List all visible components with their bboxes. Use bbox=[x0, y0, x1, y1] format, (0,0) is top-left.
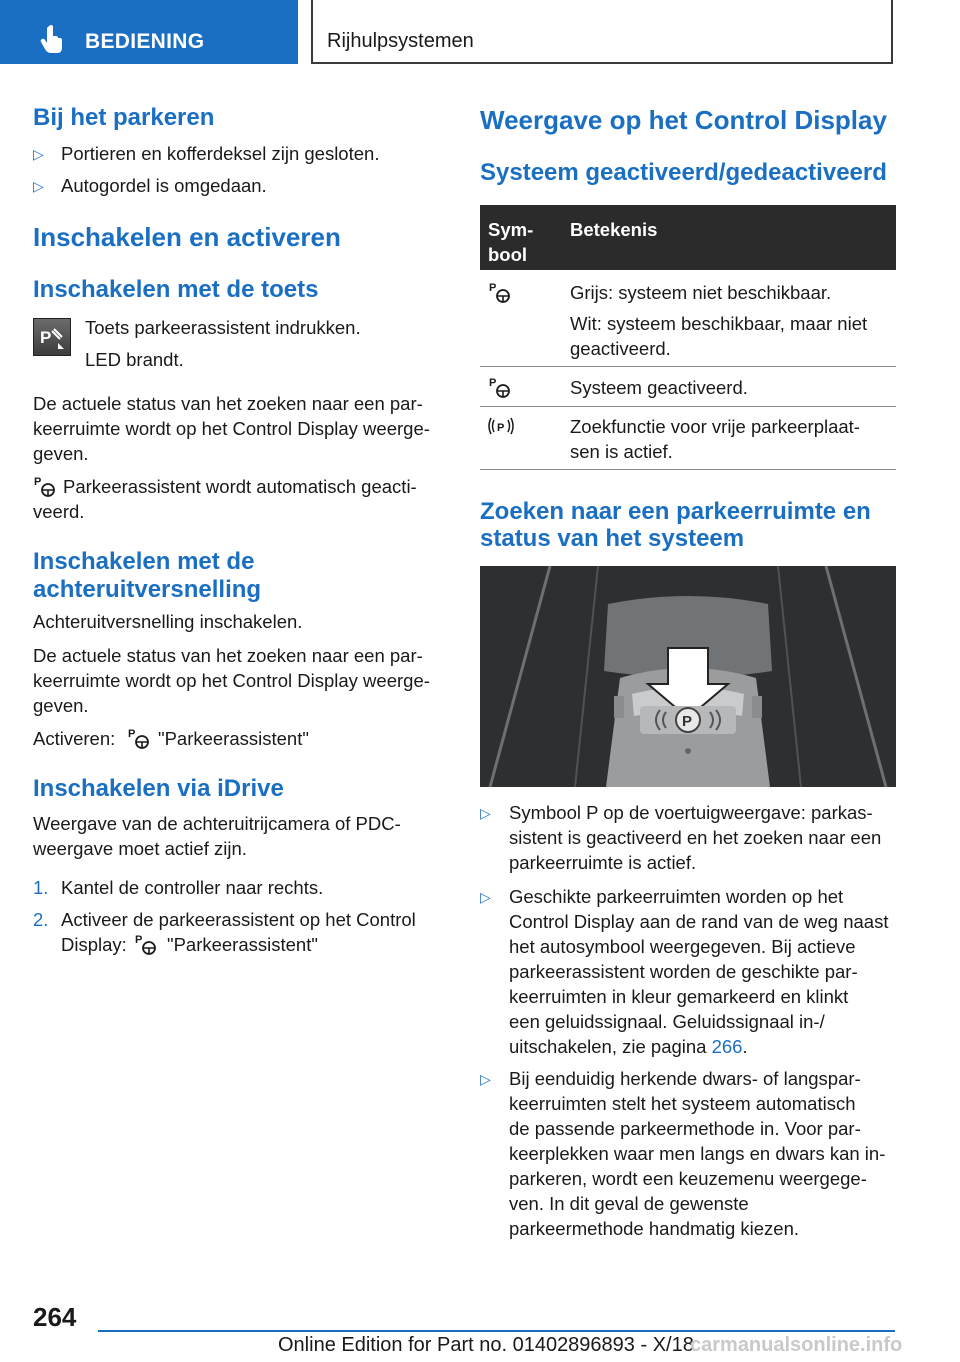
activate-label: Activeren: bbox=[33, 728, 116, 749]
heading-idrive: Inschakelen via iDrive bbox=[33, 775, 284, 802]
step-text: Display: bbox=[61, 934, 127, 955]
text-line: parkeermethode handmatig kiezen. bbox=[509, 1218, 800, 1239]
page-link[interactable]: 266 bbox=[711, 1036, 743, 1057]
heading-search-line1: Zoeken naar een parkeerruimte en bbox=[480, 498, 871, 525]
text-line: Bij eenduidig herkende dwars- of langspar- bbox=[509, 1068, 861, 1089]
heading-display: Weergave op het Control Display bbox=[480, 105, 887, 135]
text-line: Achteruitversnelling inschakelen. bbox=[33, 611, 303, 632]
section-header bbox=[311, 0, 893, 64]
table-header bbox=[480, 205, 896, 270]
text-line: Weergave van de achteruitrijcamera of PDC- bbox=[33, 813, 401, 834]
table-col-meaning: Betekenis bbox=[570, 219, 658, 240]
step-text: Activeer de parkeerassistent op het Control bbox=[61, 909, 416, 930]
text-line: keerruimte wordt op het Control Display weerge- bbox=[33, 670, 430, 691]
svg-text:P: P bbox=[682, 713, 693, 730]
activate-value: "Parkeerassistent" bbox=[158, 728, 309, 749]
svg-text:P: P bbox=[40, 328, 52, 347]
heading-state: Systeem geactiveerd/gedeactiveerd bbox=[480, 159, 887, 186]
heading-parking: Bij het parkeren bbox=[33, 104, 215, 131]
park-search-symbol-icon bbox=[486, 414, 516, 438]
bullet-triangle-icon: ▷ bbox=[33, 178, 44, 194]
park-assist-symbol-icon bbox=[33, 474, 57, 498]
text-line: een geluidssignaal. Geluidssignaal in-/ bbox=[509, 1011, 825, 1032]
text-line: keerruimten stelt het systeem automatisch bbox=[509, 1093, 856, 1114]
text-line: parkeerruimte is actief. bbox=[509, 852, 697, 873]
text-line: ven. In dit geval de gewenste bbox=[509, 1193, 749, 1214]
text-span: uitschakelen, zie pagina bbox=[509, 1036, 707, 1057]
text-span: . bbox=[742, 1036, 748, 1057]
text-line: sistent is geactiveerd en het zoeken naar een bbox=[509, 827, 882, 848]
text-line: Control Display aan de rand van de weg naast bbox=[509, 911, 889, 932]
heading-reverse-line1: Inschakelen met de bbox=[33, 548, 255, 575]
svg-text:P: P bbox=[489, 377, 497, 389]
car-display-graphic bbox=[480, 566, 896, 787]
footer-edition: Online Edition for Part no. 01402896893 - X/18 bbox=[278, 1334, 694, 1356]
svg-text:P: P bbox=[489, 282, 497, 294]
table-cell: geactiveerd. bbox=[570, 338, 671, 359]
text-line: veerd. bbox=[33, 501, 85, 522]
step-text: "Parkeerassistent" bbox=[167, 934, 318, 955]
bullet-triangle-icon: ▷ bbox=[480, 805, 491, 821]
text-line: weergave moet actief zijn. bbox=[33, 838, 247, 859]
table-cell: sen is actief. bbox=[570, 441, 673, 462]
text-line: geven. bbox=[33, 695, 89, 716]
park-assist-symbol-icon bbox=[488, 375, 512, 399]
park-assist-button-glyph bbox=[34, 319, 70, 355]
bullet-triangle-icon: ▷ bbox=[480, 889, 491, 905]
text-line: parkeerassistent worden de geschikte par- bbox=[509, 961, 858, 982]
text-line: Parkeerassistent wordt automatisch geacti- bbox=[63, 476, 417, 497]
heading-search-line2: status van het systeem bbox=[480, 525, 745, 552]
text-line: Geschikte parkeerruimten worden op het bbox=[509, 886, 844, 907]
text-line: LED brandt. bbox=[85, 349, 184, 370]
park-assist-symbol-icon bbox=[134, 932, 158, 956]
text-line: keerruimten in kleur gemarkeerd en klinkt bbox=[509, 986, 849, 1007]
park-assist-button-icon bbox=[33, 318, 71, 356]
text-line: Symbool P op de voertuigweergave: parkas- bbox=[509, 802, 873, 823]
heading-button: Inschakelen met de toets bbox=[33, 276, 319, 303]
table-col-symbol-l1: Sym- bbox=[488, 219, 534, 240]
svg-text:P: P bbox=[34, 476, 42, 488]
table-cell: Grijs: systeem niet beschikbaar. bbox=[570, 282, 832, 303]
page-number: 264 bbox=[33, 1302, 77, 1332]
watermark-text: carmanualsonline.info bbox=[690, 1334, 903, 1356]
list-item: Autogordel is omgedaan. bbox=[61, 175, 267, 196]
bullet-triangle-icon: ▷ bbox=[33, 146, 44, 162]
table-cell: Zoekfunctie voor vrije parkeerplaat- bbox=[570, 416, 860, 437]
list-item bbox=[509, 884, 889, 1059]
text-line: geven. bbox=[33, 443, 89, 464]
table-row-divider bbox=[480, 406, 896, 407]
text-line: Toets parkeerassistent indrukken. bbox=[85, 317, 361, 338]
chapter-tab[interactable] bbox=[0, 0, 298, 64]
list-item bbox=[509, 1066, 885, 1241]
table-row-divider bbox=[480, 469, 896, 470]
table-cell: Systeem geactiveerd. bbox=[570, 377, 748, 398]
text-line: het autosymbool weergegeven. Bij actieve bbox=[509, 936, 856, 957]
step-number: 1. bbox=[33, 877, 49, 898]
list-item bbox=[509, 800, 881, 875]
heading-search bbox=[480, 498, 871, 552]
table-row-divider bbox=[480, 366, 896, 367]
text-line: de passende parkeermethode in. Voor par- bbox=[509, 1118, 861, 1139]
table-cell: Wit: systeem beschikbaar, maar niet bbox=[570, 313, 868, 334]
text-line: De actuele status van het zoeken naar een par- bbox=[33, 645, 423, 666]
svg-text:P: P bbox=[497, 422, 505, 434]
chapter-label: BEDIENING bbox=[85, 30, 205, 53]
section-label: Rijhulpsystemen bbox=[327, 30, 474, 52]
text-line: keerruimte wordt op het Control Display weerge- bbox=[33, 418, 430, 439]
text-line: keerplekken waar men langs en dwars kan in- bbox=[509, 1143, 886, 1164]
list-item: Portieren en kofferdeksel zijn gesloten. bbox=[61, 143, 380, 164]
park-assist-symbol-icon bbox=[488, 280, 512, 304]
heading-reverse-line2: achteruitversnelling bbox=[33, 576, 262, 603]
footer-divider bbox=[98, 1330, 895, 1332]
parking-display-illustration bbox=[480, 566, 896, 787]
hand-pointer-icon bbox=[40, 24, 66, 54]
table-col-symbol-l2: bool bbox=[488, 244, 528, 265]
bullet-triangle-icon: ▷ bbox=[480, 1071, 491, 1087]
heading-reverse bbox=[33, 548, 261, 604]
text-line: De actuele status van het zoeken naar een par- bbox=[33, 393, 423, 414]
step-number: 2. bbox=[33, 909, 49, 930]
park-assist-symbol-icon bbox=[127, 726, 151, 750]
text-line bbox=[509, 1034, 889, 1059]
heading-switch-activate: Inschakelen en activeren bbox=[33, 222, 341, 252]
step-text: Kantel de controller naar rechts. bbox=[61, 877, 324, 898]
svg-text:P: P bbox=[135, 934, 143, 946]
text-line: parkeren, wordt een keuzemenu weergege- bbox=[509, 1168, 867, 1189]
svg-text:P: P bbox=[128, 728, 136, 740]
